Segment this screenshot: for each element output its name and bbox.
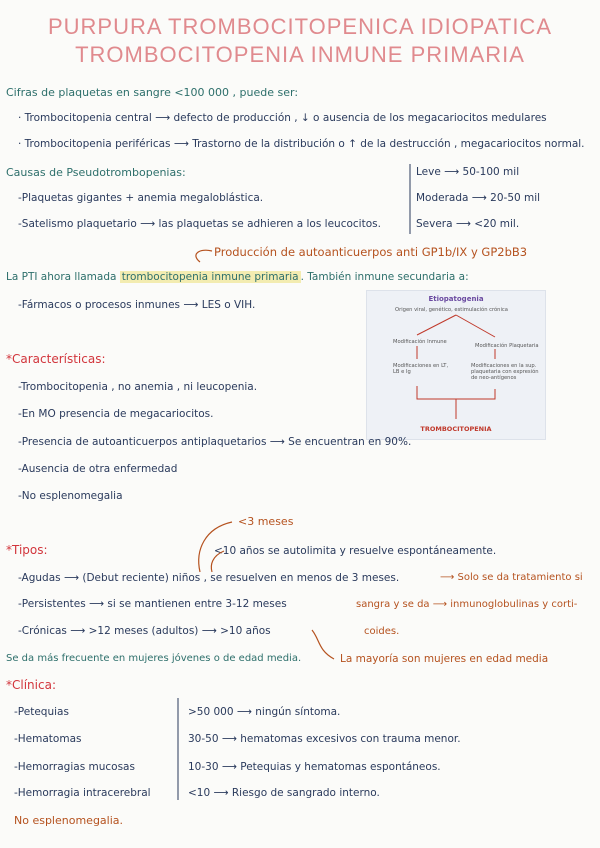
clinica-right-item: >50 000 ⟶ ningún síntoma. xyxy=(188,706,341,718)
caracteristica-item: -Presencia de autoanticuerpos antiplaquetarios ⟶ Se encuentran en 90%. xyxy=(18,436,412,448)
caracteristica-item: -Ausencia de otra enfermedad xyxy=(18,463,178,475)
clinica-left-item: -Hemorragias mucosas xyxy=(14,761,135,773)
tipo-agudas-note: ⟶ Solo se da tratamiento si xyxy=(440,572,583,583)
tipos-heading: *Tipos: xyxy=(6,543,48,557)
clinica-heading: *Clínica: xyxy=(6,678,56,692)
clinica-footer: No esplenomegalia. xyxy=(14,814,124,827)
caracteristicas-heading: *Características: xyxy=(6,352,106,366)
tipos-freq: Se da más frecuente en mujeres jóvenes o de edad media. xyxy=(6,653,302,664)
pti-prefix: La PTI ahora llamada xyxy=(6,271,117,283)
clinica-right-item: 30-50 ⟶ hematomas excesivos con trauma menor. xyxy=(188,733,461,745)
tipo-persistentes: -Persistentes ⟶ si se mantienen entre 3-12 meses xyxy=(18,598,287,610)
figure-heading: Etiopatogenia xyxy=(428,295,484,303)
severity-moderada: Moderada ⟶ 20-50 mil xyxy=(416,192,541,204)
severity-leve: Leve ⟶ 50-100 mil xyxy=(416,166,520,178)
pti-highlight: trombocitopenia inmune primaria xyxy=(121,271,299,283)
caracteristica-item: -No esplenomegalia xyxy=(18,490,123,502)
tipo-cronicas: -Crónicas ⟶ >12 meses (adultos) ⟶ >10 años xyxy=(18,625,271,637)
tipos-note-mid: <10 años se autolimita y resuelve espontáneamente. xyxy=(214,545,497,557)
page-title: PURPURA TROMBOCITOPENICA IDIOPATICA xyxy=(47,14,552,39)
page-subtitle: TROMBOCITOPENIA INMUNE PRIMARIA xyxy=(75,42,525,67)
pseudo-heading: Causas de Pseudotrombopenias: xyxy=(6,166,186,179)
clinica-left-item: -Petequias xyxy=(14,706,69,718)
tipo-agudas: -Agudas ⟶ (Debut reciente) niños , se resuelven en menos de 3 meses. xyxy=(18,572,400,584)
figure-left: Modificación Inmune xyxy=(393,339,447,345)
clinica-left-item: -Hemorragia intracerebral xyxy=(14,787,151,799)
periferica-line: · Trombocitopenia periféricas ⟶ Trastorno de la distribución o ↑ de la destrucción , megacariocitos normal. xyxy=(18,138,585,150)
clinica-left-item: -Hematomas xyxy=(14,733,82,745)
figure-left-sub: Modificaciones en LT, LB e Ig xyxy=(393,363,449,375)
figure-bottom: TROMBOCITOPENIA xyxy=(420,425,492,433)
figure-top: Origen viral, genético, estimulación crónica xyxy=(395,307,508,313)
clinica-right-item: 10-30 ⟶ Petequias y hematomas espontáneos. xyxy=(188,761,441,773)
tipos-note-top: <3 meses xyxy=(238,515,294,528)
clinica-right-item: <10 ⟶ Riesgo de sangrado interno. xyxy=(188,787,380,799)
tipo-cronicas-note: coides. xyxy=(364,626,400,637)
pseudo-item: -Satelismo plaquetario ⟶ las plaquetas se adhieren a los leucocitos. xyxy=(18,218,381,230)
figure-right: Modificación Plaquetaria xyxy=(475,343,539,349)
autoanticuerpos-note: Producción de autoanticuerpos anti GP1b/IX y GP2bB3 xyxy=(214,245,528,259)
tipos-mayoria: La mayoría son mujeres en edad media xyxy=(340,653,549,665)
tipo-persistentes-note: sangra y se da ⟶ inmunoglobulinas y corti- xyxy=(356,599,578,610)
figure-right-sub: Modificaciones en la sup. plaquetaria con expresión de neo-antígenos xyxy=(471,363,539,381)
pti-item: -Fármacos o procesos inmunes ⟶ LES o VIH. xyxy=(18,299,256,311)
severity-severa: Severa ⟶ <20 mil. xyxy=(416,218,520,230)
central-line: · Trombocitopenia central ⟶ defecto de producción , ↓ o ausencia de los megacariocitos medulares xyxy=(18,112,547,124)
pseudo-item: -Plaquetas gigantes + anemia megaloblástica. xyxy=(18,192,264,204)
caracteristica-item: -Trombocitopenia , no anemia , ni leucopenia. xyxy=(18,381,258,393)
intro-text: Cifras de plaquetas en sangre <100 000 , puede ser: xyxy=(6,86,299,99)
pti-suffix: . También inmune secundaria a: xyxy=(300,271,469,283)
caracteristica-item: -En MO presencia de megacariocitos. xyxy=(18,408,214,420)
